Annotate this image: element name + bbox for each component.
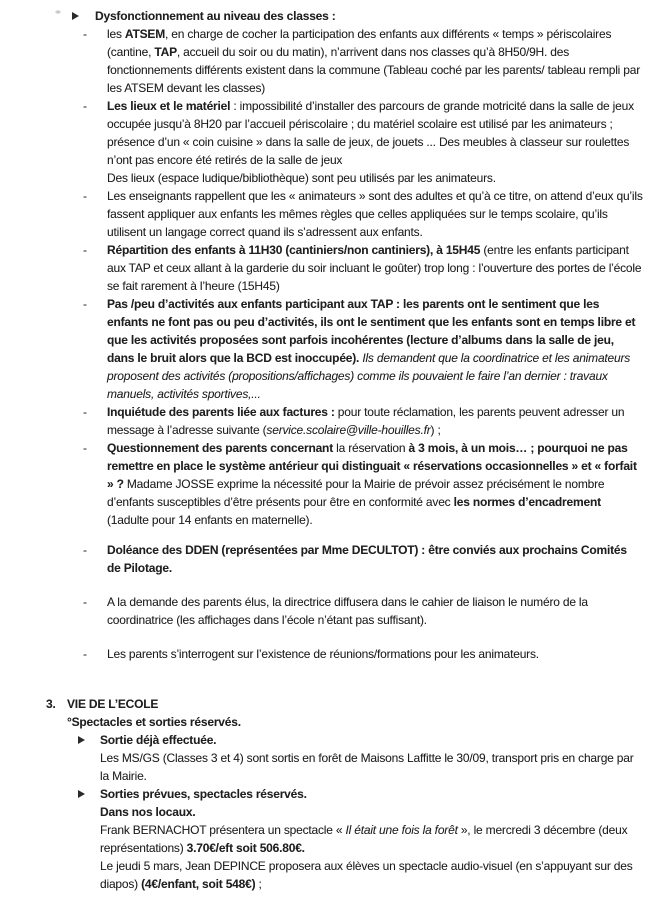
list-item bbox=[83, 541, 643, 577]
list-item bbox=[83, 593, 643, 629]
paragraph-text: Les parents s’interrogent sur l’existence de réunions/formations pour les animateurs. bbox=[107, 647, 539, 661]
arrow-triangle-icon bbox=[78, 736, 85, 744]
arrow-triangle-icon bbox=[72, 12, 79, 20]
paragraph bbox=[107, 169, 643, 187]
list-item bbox=[83, 97, 643, 169]
paragraph bbox=[100, 803, 643, 821]
paragraph-text: Questionnement des parents concernant la réservation à 3 mois, à un mois… ; pourquoi ne pas remettre en place le système antérieur qui distinguait « réservations occasionnelles » et « forfait » ? Madame JOSSE exprime la nécessité pour la Mairie de prévoir assez précisément le nombre d’enfants susceptibles d’être présents pour être en conformité avec les normes d’encadrement (1adulte pour 14 enfants en maternelle). bbox=[107, 441, 637, 527]
vertical-gap bbox=[0, 577, 657, 593]
list-item bbox=[83, 295, 643, 403]
dash-bullet-icon: - bbox=[83, 441, 87, 455]
paragraph-text: VIE DE L’ECOLE bbox=[67, 697, 159, 711]
paragraph-text: A la demande des parents élus, la directrice diffusera dans le cahier de liaison le numéro de la coordinatrice (les affichages dans l’école n’étant pas suffisant). bbox=[107, 595, 588, 627]
dash-bullet-icon: - bbox=[83, 99, 87, 113]
arrow-bullet-icon bbox=[78, 731, 100, 749]
paragraph-text: Sorties prévues, spectacles réservés. bbox=[100, 787, 307, 801]
paragraph-text: Dysfonctionnement au niveau des classes : bbox=[95, 9, 336, 23]
subsection-heading bbox=[67, 713, 643, 731]
dash-bullet-icon: - bbox=[83, 297, 87, 311]
paragraph-text: Frank BERNACHOT présentera un spectacle « Il était une fois la forêt », le mercredi 3 décembre (deux représentations) 3.70€/eft soit 506.80€. bbox=[100, 823, 628, 855]
arrow-bullet-icon bbox=[72, 7, 95, 25]
paragraph-text: Pas /peu d’activités aux enfants participant aux TAP : les parents ont le sentiment que les enfants ne font pas ou peu d’activités, ils ont le sentiment que les enfants sont en temps libre et que les activités proposées sont parfois incohérentes (lecture d’albums dans la salle de jeu, dans le bruit alors que la BCD est inoccupée). Ils demandent que la coordinatrice et les animateurs proposent des activités (propositions/affichages) comme ils pouvaient le faire l’an dernier : travaux manuels, activités sportives,... bbox=[107, 297, 636, 401]
list-item bbox=[83, 439, 643, 529]
paragraph-text: Inquiétude des parents liée aux factures : pour toute réclamation, les parents peuvent adresser un message à l’adresse suivante (service.scolaire@ville-houilles.fr) ; bbox=[107, 405, 625, 437]
arrow-triangle-icon bbox=[78, 790, 85, 798]
sub-bullet-item bbox=[78, 785, 643, 803]
vertical-gap bbox=[0, 529, 657, 541]
paragraph-text: Les enseignants rappellent que les « animateurs » sont des adultes et qu’à ce titre, on attend d’eux qu’ils fassent appliquer aux enfants les mêmes règles que celles appliquées sur le temps scolaire, qu’ils utilisent un langage correct quand ils s’adressent aux enfants. bbox=[107, 189, 643, 239]
paragraph-text: Sortie déjà effectuée. bbox=[100, 733, 217, 747]
list-item bbox=[83, 25, 643, 97]
dash-bullet-icon: - bbox=[83, 405, 87, 419]
list-number: 3. bbox=[46, 697, 56, 711]
dash-bullet-icon: - bbox=[83, 595, 87, 609]
sub-bullet-item bbox=[78, 731, 643, 749]
list-item bbox=[83, 403, 643, 439]
vertical-gap bbox=[0, 663, 657, 695]
paragraph-text: Répartition des enfants à 11H30 (cantiniers/non cantiniers), à 15H45 (entre les enfants participant aux TAP et ceux allant à la garderie du soir incluant le goûter) trop long : l’ouverture des portes de l’école se fait rarement à l’heure (15H45) bbox=[107, 243, 642, 293]
vertical-gap bbox=[0, 629, 657, 645]
dash-bullet-icon: - bbox=[83, 189, 87, 203]
list-item bbox=[83, 241, 643, 295]
paragraph-text: Doléance des DDEN (représentées par Mme DECULTOT) : être conviés aux prochains Comités de Pilotage. bbox=[107, 543, 627, 575]
paragraph bbox=[100, 821, 643, 857]
dash-bullet-icon: - bbox=[83, 27, 87, 41]
dash-bullet-icon: - bbox=[83, 647, 87, 661]
paragraph-text: °Spectacles et sorties réservés. bbox=[67, 715, 241, 729]
list-item bbox=[83, 187, 643, 241]
paragraph-text: Les lieux et le matériel : impossibilité d’installer des parcours de grande motricité dans la salle de jeux occupée jusqu’à 8H20 par l’accueil périscolaire ; du matériel scolaire est utilisé par les animateurs ; présence d’un « coin cuisine » dans la salle de jeux, de jouets ... Des meubles à classeur sur roulettes n’ont pas encore été retirés de la salle de jeux bbox=[107, 99, 634, 167]
list-item bbox=[83, 645, 643, 663]
paragraph-text: Des lieux (espace ludique/bibliothèque) sont peu utilisés par les animateurs. bbox=[107, 171, 496, 185]
dash-bullet-icon: - bbox=[83, 243, 87, 257]
scan-speck-icon bbox=[55, 10, 61, 14]
paragraph bbox=[100, 857, 643, 893]
section-bullet-item bbox=[72, 7, 641, 25]
paragraph-text: les ATSEM, en charge de cocher la participation des enfants aux différents « temps » périscolaires (cantine, TAP, accueil du soir ou du matin), n’arrivent dans nos classes qu’à 8H50/9H. des fonctionnements différents existent dans la commune (Tableau coché par les parents/ tableau rempli par les ATSEM devant les classes) bbox=[107, 27, 641, 95]
paragraph-text: Les MS/GS (Classes 3 et 4) sont sortis en forêt de Maisons Laffitte le 30/09, transport pris en charge par la Mairie. bbox=[100, 751, 634, 783]
paragraph-text: Le jeudi 5 mars, Jean DEPINCE proposera aux élèves un spectacle audio-visuel (en s’appuyant sur des diapos) (4€/enfant, soit 548€) ; bbox=[100, 859, 633, 891]
section-heading bbox=[46, 695, 643, 713]
dash-bullet-icon: - bbox=[83, 543, 87, 557]
paragraph-text: Dans nos locaux. bbox=[100, 805, 196, 819]
arrow-bullet-icon bbox=[78, 785, 100, 803]
paragraph bbox=[100, 749, 643, 785]
